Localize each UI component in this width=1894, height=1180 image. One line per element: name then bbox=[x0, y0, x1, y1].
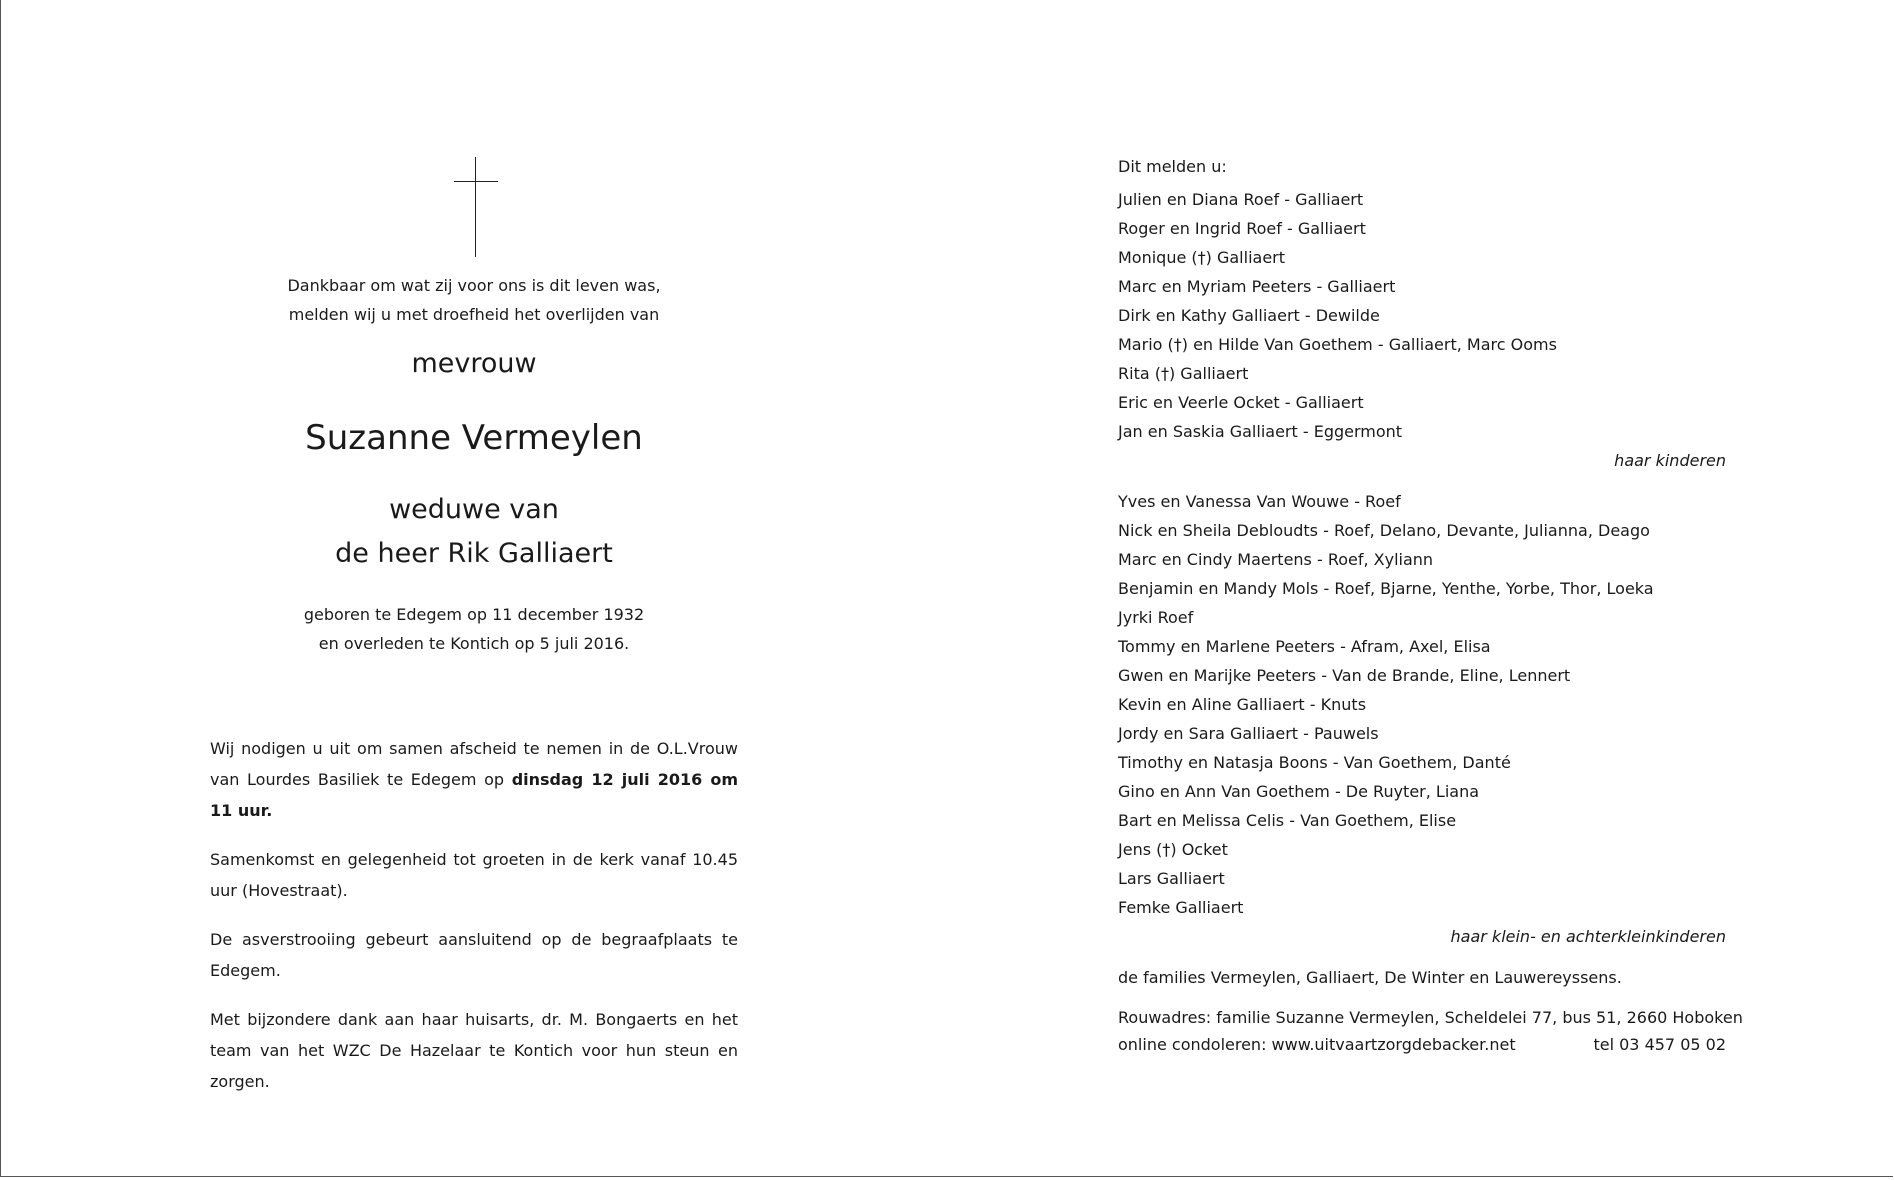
online-row bbox=[1118, 1031, 1726, 1058]
right-panel bbox=[1118, 152, 1743, 1058]
widow-line: weduwe van bbox=[389, 494, 559, 525]
birth-line: geboren te Edegem op 11 december 1932 bbox=[303, 605, 645, 624]
cross-icon bbox=[454, 157, 498, 257]
invitation bbox=[210, 733, 738, 1115]
grandchild-entry: Nick en Sheila Debloudts - Roef, Delano, Devante, Julianna, Deago bbox=[1118, 521, 1650, 540]
widow-of bbox=[210, 488, 738, 576]
announcers-heading: Dit melden u: bbox=[1118, 157, 1227, 176]
grandchild-entry: Tommy en Marlene Peeters - Afram, Axel, Elisa bbox=[1118, 637, 1491, 656]
address-line: Rouwadres: familie Suzanne Vermeylen, Scheldelei 77, bus 51, 2660 Hoboken bbox=[1118, 1008, 1743, 1027]
grandchild-entry: Marc en Cindy Maertens - Roef, Xyliann bbox=[1118, 550, 1434, 569]
invite-text: Wij nodigen u uit om samen afscheid te nemen in de O.L.Vrouw van Lourdes Basiliek te Edegem op bbox=[210, 739, 738, 789]
grandchild-entry: Bart en Melissa Celis - Van Goethem, Elise bbox=[1118, 811, 1457, 830]
child-entry: Marc en Myriam Peeters - Galliaert bbox=[1118, 277, 1396, 296]
life-dates bbox=[210, 600, 738, 658]
child-entry: Roger en Ingrid Roef - Galliaert bbox=[1118, 219, 1366, 238]
deceased-name: Suzanne Vermeylen bbox=[305, 418, 643, 458]
child-entry: Julien en Diana Roef - Galliaert bbox=[1118, 190, 1364, 209]
intro-line: melden wij u met droefheid het overlijden van bbox=[288, 305, 660, 324]
intro-text bbox=[210, 271, 738, 329]
thanks-paragraph: Met bijzondere dank aan haar huisarts, dr. M. Bongaerts en het team van het WZC De Hazelaar te Kontich voor hun steun en zorgen. bbox=[210, 1010, 738, 1091]
grandchildren-label: haar klein- en achterkleinkinderen bbox=[1450, 927, 1726, 946]
child-entry: Dirk en Kathy Galliaert - Dewilde bbox=[1118, 306, 1380, 325]
grandchild-entry: Jyrki Roef bbox=[1118, 608, 1194, 627]
widow-line: de heer Rik Galliaert bbox=[335, 538, 613, 569]
children-label: haar kinderen bbox=[1614, 451, 1726, 470]
grandchild-entry: Lars Galliaert bbox=[1118, 869, 1225, 888]
child-entry: Rita (†) Galliaert bbox=[1118, 364, 1249, 383]
children-list bbox=[1118, 185, 1726, 446]
funeral-datetime: dinsdag 12 juli 2016 om 11 uur. bbox=[210, 770, 739, 820]
invite-paragraph bbox=[210, 733, 738, 826]
title-mevrouw: mevrouw bbox=[411, 348, 537, 379]
grandchild-entry: Yves en Vanessa Van Wouwe - Roef bbox=[1118, 492, 1401, 511]
grandchild-entry: Femke Galliaert bbox=[1118, 898, 1244, 917]
child-entry: Jan en Saskia Galliaert - Eggermont bbox=[1118, 422, 1403, 441]
phone-number: tel 03 457 05 02 bbox=[1593, 1035, 1726, 1054]
ashes-paragraph: De asverstrooiing gebeurt aansluitend op de begraafplaats te Edegem. bbox=[210, 930, 738, 980]
intro-line: Dankbaar om wat zij voor ons is dit leven was, bbox=[287, 276, 661, 295]
families-line: de families Vermeylen, Galliaert, De Winter en Lauwereyssens. bbox=[1118, 968, 1622, 987]
grandchild-entry: Jens (†) Ocket bbox=[1118, 840, 1228, 859]
grandchild-entry: Gino en Ann Van Goethem - De Ruyter, Liana bbox=[1118, 782, 1480, 801]
child-entry: Eric en Veerle Ocket - Galliaert bbox=[1118, 393, 1364, 412]
grandchild-entry: Timothy en Natasja Boons - Van Goethem, Danté bbox=[1118, 753, 1511, 772]
grandchild-entry: Gwen en Marijke Peeters - Van de Brande, Eline, Lennert bbox=[1118, 666, 1571, 685]
grandchild-entry: Jordy en Sara Galliaert - Pauwels bbox=[1118, 724, 1379, 743]
grandchild-entry: Kevin en Aline Galliaert - Knuts bbox=[1118, 695, 1367, 714]
child-entry: Mario (†) en Hilde Van Goethem - Galliaert, Marc Ooms bbox=[1118, 335, 1557, 354]
child-entry: Monique (†) Galliaert bbox=[1118, 248, 1286, 267]
online-condolences: online condoleren: www.uitvaartzorgdebacker.net bbox=[1118, 1035, 1516, 1054]
contact-block bbox=[1118, 1004, 1743, 1058]
gathering-paragraph: Samenkomst en gelegenheid tot groeten in de kerk vanaf 10.45 uur (Hovestraat). bbox=[210, 850, 738, 900]
death-line: en overleden te Kontich op 5 juli 2016. bbox=[318, 634, 630, 653]
grandchild-entry: Benjamin en Mandy Mols - Roef, Bjarne, Yenthe, Yorbe, Thor, Loeka bbox=[1118, 579, 1654, 598]
grandchildren-list bbox=[1118, 487, 1726, 922]
